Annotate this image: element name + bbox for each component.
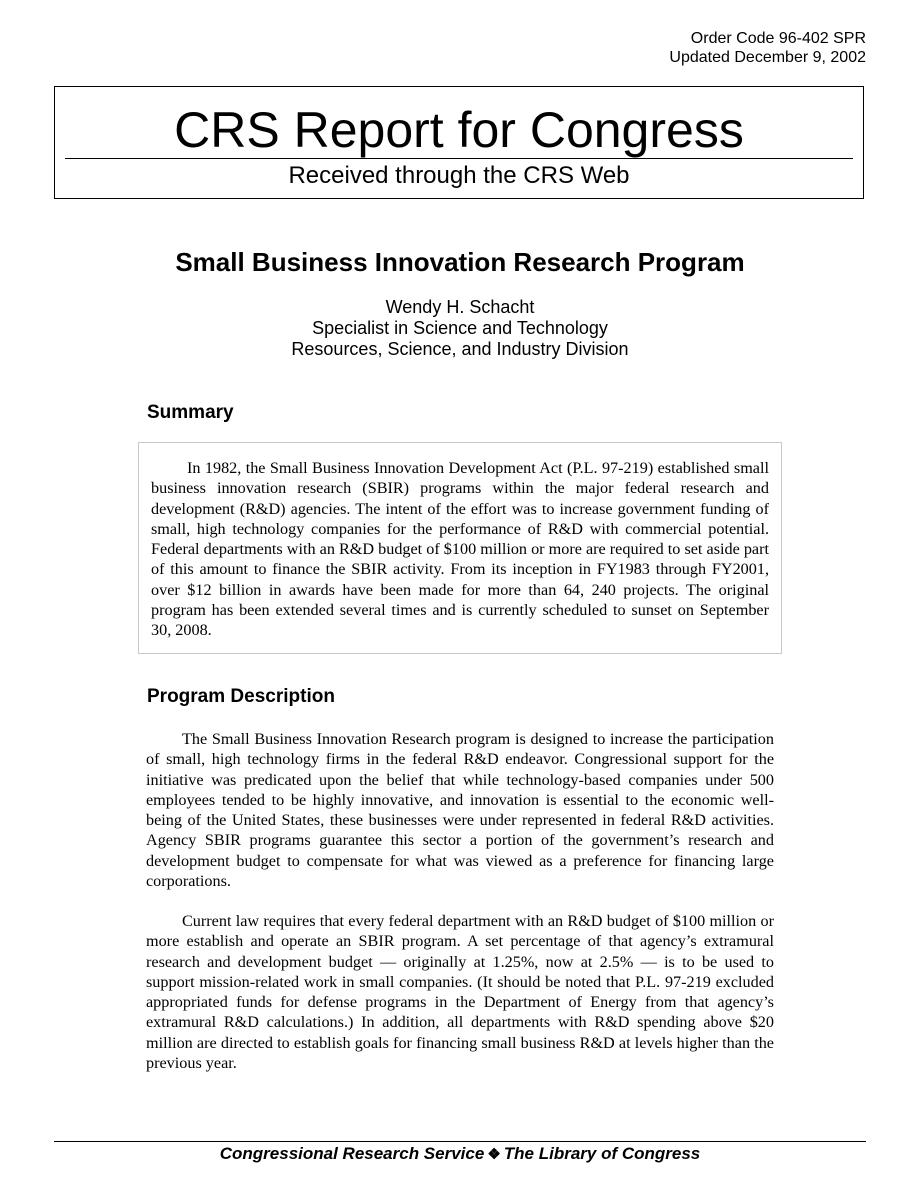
document-title: Small Business Innovation Research Program [175, 247, 745, 277]
report-header-box [54, 86, 864, 199]
order-code-block [669, 29, 866, 67]
report-series-subtitle: Received through the CRS Web [288, 162, 630, 189]
summary-heading: Summary [147, 402, 234, 423]
order-code: Order Code 96-402 SPR [690, 30, 866, 47]
summary-text: In 1982, the Small Business Innovation Development Act (P.L. 97-219) established small business innovation research (SBIR) programs within the major federal research and development (R&D) agencies. The intent of the effort was to increase government funding of small, high technology companies for the performance of R&D with commercial potential. Federal departments with an R&D budget of $100 million or more are required to set aside part of this amount to finance the SBIR activity. From its inception in FY1983 through FY2001, over $12 billion in awards have been made for more than 64, 240 projects. The original program has been extended several times and is currently scheduled to sunset on September 30, 2008. [151, 459, 769, 640]
program-description-paragraph-2: Current law requires that every federal department with an R&D budget of $100 million or more establish and operate an SBIR program. A set percentage of that agency’s extramural research and development budget — originally at 1.25%, now at 2.5% — is to be used to support mission-related work in small companies. (It should be noted that P.L. 97-219 excluded appropriated funds for defense programs in the Department of Energy from that agency’s extramural R&D calculations.) In addition, all departments with R&D spending above $20 million are directed to establish goals for financing small business R&D at levels higher than the previous year. [146, 912, 774, 1073]
footer-organization: Congressional Research Service [219, 1144, 485, 1163]
footer-library: The Library of Congress [503, 1144, 701, 1163]
author-division: Resources, Science, and Industry Division [291, 339, 629, 359]
summary-box [138, 442, 782, 654]
author-name: Wendy H. Schacht [385, 297, 535, 317]
program-description-paragraph-1: The Small Business Innovation Research program is designed to increase the participation of small, high technology firms in the federal R&D endeavor. Congressional support for the initiative was predicated upon the belief that while technology-based companies under 500 employees tended to be highly innovative, and innovation is essential to the economic well-being of the United States, these businesses were under represented in federal R&D activities. Agency SBIR programs guarantee this sector a portion of the government’s research and development budget to compensate for what was viewed as a preference for financing large corporations. [146, 730, 774, 891]
report-series-title: CRS Report for Congress [174, 102, 744, 158]
footer [0, 1143, 920, 1165]
program-description-heading: Program Description [147, 686, 335, 707]
author-title: Specialist in Science and Technology [312, 318, 608, 338]
header-divider [65, 158, 853, 159]
author-block [0, 297, 920, 360]
footer-divider [54, 1141, 866, 1142]
update-date: Updated December 9, 2002 [669, 49, 866, 66]
diamond-ornament-icon: ❖ [487, 1146, 501, 1163]
